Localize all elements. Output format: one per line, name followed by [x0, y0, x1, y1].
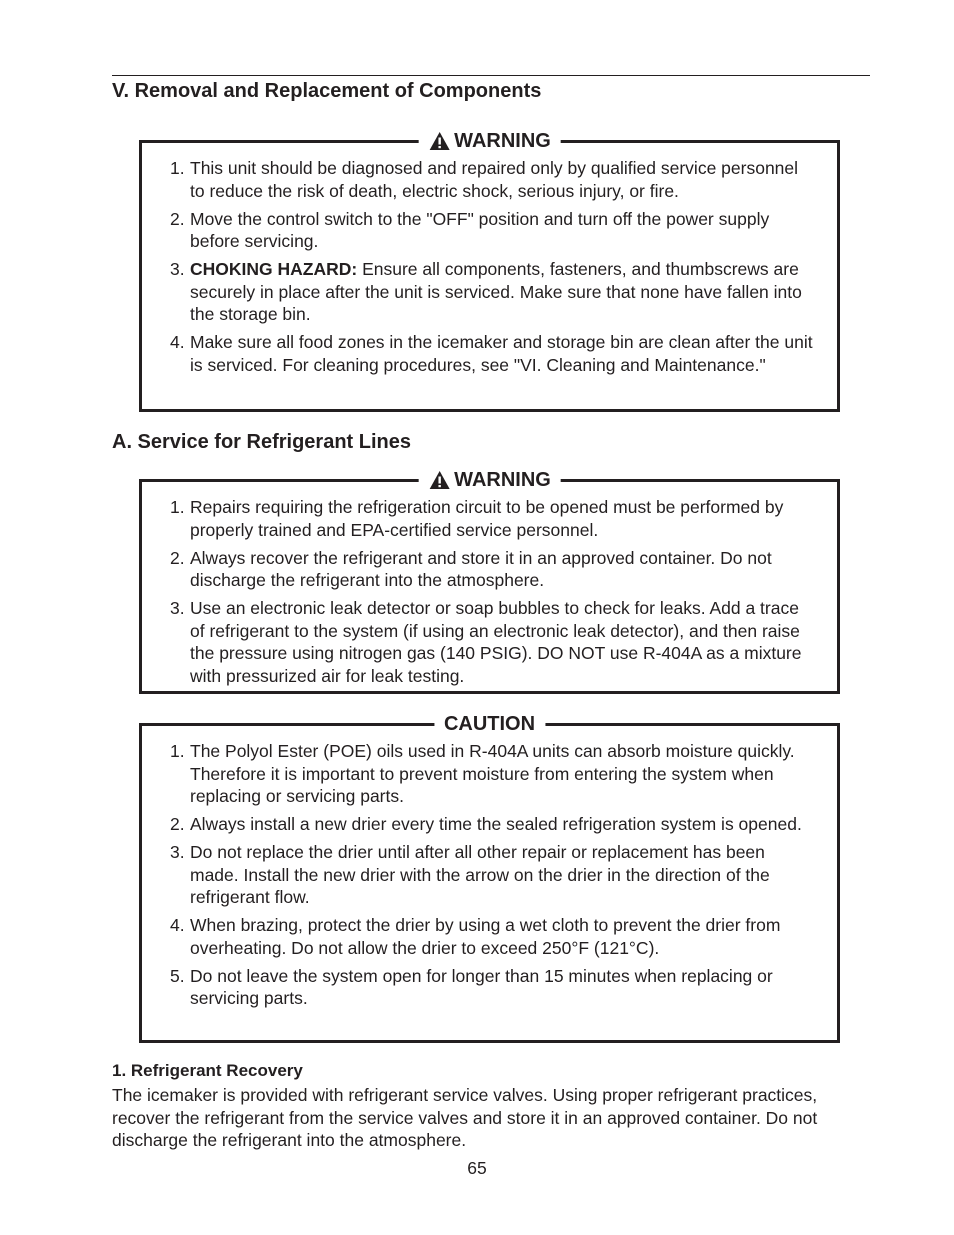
list-item: 3. Do not replace the drier until after all other repair or replacement has been made. Install the new drier with the arrow on the drier in the direction of the refrigerant flow.: [170, 842, 770, 907]
section-title: V. Removal and Replacement of Components: [112, 80, 542, 102]
warning-triangle-icon: [428, 131, 450, 151]
list-item: 2. Always install a new drier every time the sealed refrigeration system is opened.: [170, 814, 802, 834]
refrigerant-recovery-paragraph: The icemaker is provided with refrigerant service valves. Using proper refrigerant practices, recover the refrigerant from the service valves and store it in an approved container. Do not discharge the refrigerant into the atmosphere.: [112, 1085, 818, 1150]
list-item: 2. Always recover the refrigerant and store it in an approved container. Do not discharge the refrigerant into the atmosphere.: [170, 547, 772, 590]
caution-box: [139, 713, 840, 1043]
list-item: 3. Use an electronic leak detector or soap bubbles to check for leaks. Add a trace of refrigerant to the system (if using an electronic leak detector), and then raise the pressure using nitrogen gas (140 PSIG). DO NOT use R-404A as a mixture with pressurized air for leak testing.: [170, 598, 802, 686]
list-item: 5. Do not leave the system open for longer than 15 minutes when replacing or servicing parts.: [170, 965, 773, 1008]
warning-box-2-title: [418, 466, 561, 494]
page-number: 65: [467, 1158, 487, 1178]
warning-list-2: [170, 496, 813, 687]
caution-box-title: [434, 710, 545, 738]
warning-box-1: [139, 130, 840, 412]
list-item: 1. Repairs requiring the refrigeration circuit to be opened must be performed by properly trained and EPA-certified service personnel.: [170, 497, 784, 540]
warning-box-1-title: [418, 127, 561, 155]
top-rule: [112, 75, 870, 76]
list-item: 1. This unit should be diagnosed and repaired only by qualified service personnel to reduce the risk of death, electric shock, serious injury, or fire.: [170, 158, 799, 201]
warning-triangle-icon: [428, 470, 450, 490]
list-item: 4. When brazing, protect the drier by using a wet cloth to prevent the drier from overheating. Do not allow the drier to exceed 250°F (121°C).: [170, 915, 781, 958]
warning-list-1: [170, 157, 813, 376]
caution-list: [170, 740, 813, 1010]
warning-label: WARNING: [454, 469, 551, 491]
warning-label: WARNING: [454, 130, 551, 152]
list-item: 3. CHOKING HAZARD: Ensure all components, fasteners, and thumbscrews are securely in place after the unit is serviced. Make sure that none have fallen into the storage bin.: [170, 259, 802, 324]
refrigerant-recovery-heading: 1. Refrigerant Recovery: [112, 1061, 303, 1080]
warning-box-2: [139, 469, 840, 694]
list-item: 4. Make sure all food zones in the icemaker and storage bin are clean after the unit is serviced. For cleaning procedures, see "VI. Cleaning and Maintenance.": [170, 332, 813, 375]
subsection-title: A. Service for Refrigerant Lines: [112, 431, 411, 453]
caution-label: CAUTION: [443, 713, 536, 735]
choking-hazard-label: CHOKING HAZARD:: [190, 259, 358, 279]
list-item: 2. Move the control switch to the "OFF" position and turn off the power supply before servicing.: [170, 208, 770, 251]
list-item: 1. The Polyol Ester (POE) oils used in R-404A units can absorb moisture quickly. Therefore it is important to prevent moisture from entering the system when replacing or servicing parts.: [170, 741, 795, 806]
